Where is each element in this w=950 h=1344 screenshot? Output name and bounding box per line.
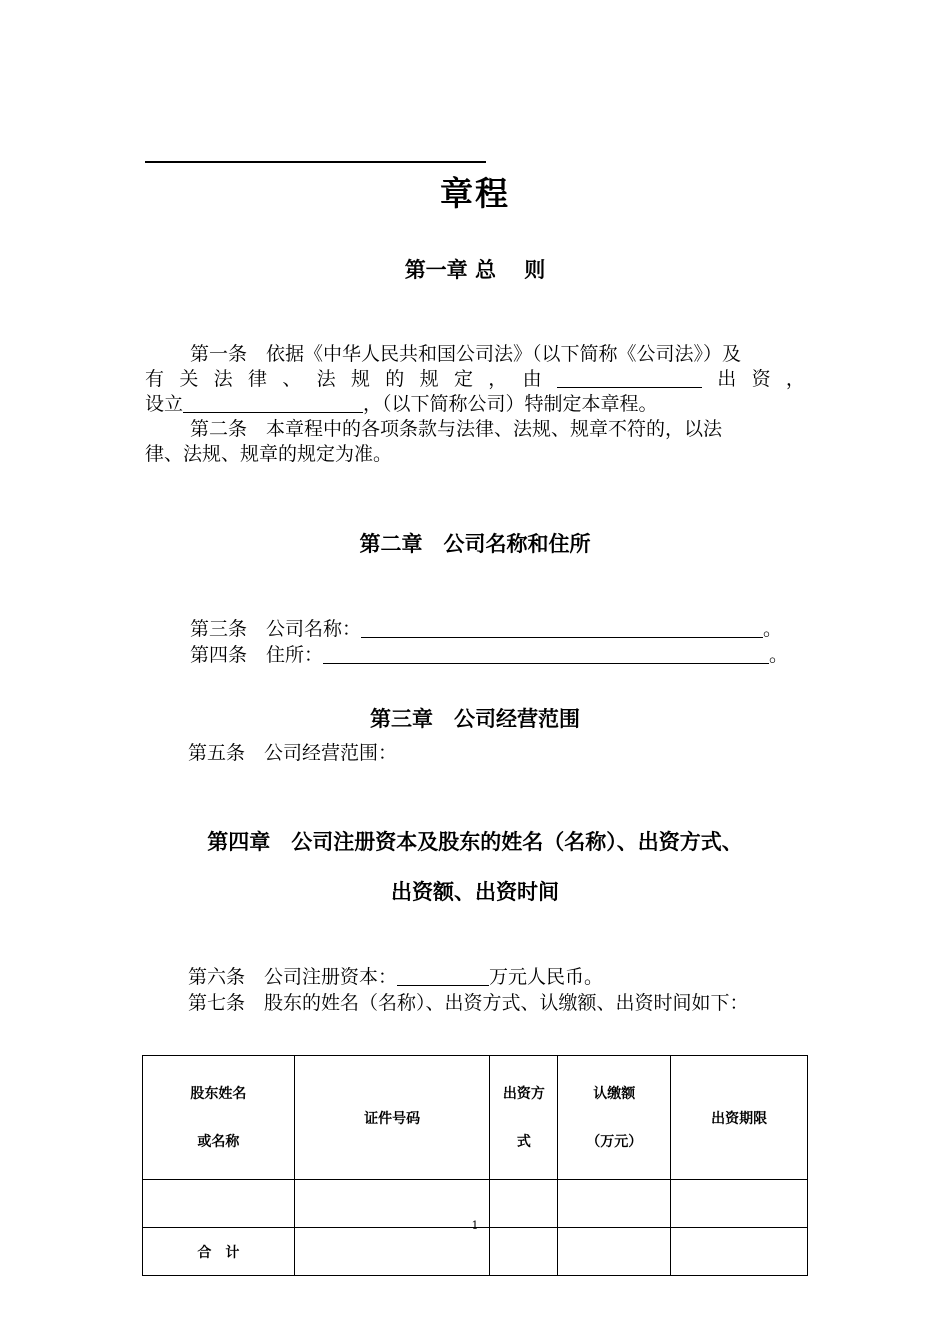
a1-char: ，	[785, 368, 805, 390]
chapter-1-heading: 第一章 总 则	[404, 258, 546, 282]
capital-label: 第六条 公司注册资本：	[188, 966, 398, 988]
chapter-3-heading: 第三章 公司经营范围	[370, 707, 580, 731]
investor-blank[interactable]	[557, 367, 702, 388]
article-3	[190, 617, 782, 642]
chapter-4-heading-line-2: 出资额、出资时间	[391, 880, 559, 904]
a1-char: 的	[385, 368, 405, 390]
company-name-label: 第三条 公司名称：	[190, 618, 362, 640]
article-2-line-1: 第二条 本章程中的各项条款与法律、法规、规章不符的，以法	[190, 418, 723, 440]
table-header-row	[143, 1056, 808, 1180]
header-text: 股东姓名	[190, 1085, 247, 1102]
document-title: 章程	[440, 174, 510, 213]
header-subscribed-amount	[558, 1056, 671, 1180]
company-name-blank[interactable]	[361, 617, 763, 638]
a1-char: ，	[488, 368, 508, 390]
article-1-line-2	[145, 367, 805, 392]
setup-label: 设立	[145, 393, 184, 415]
header-id-number: 证件号码	[294, 1056, 490, 1180]
a1-char: 法	[316, 368, 336, 390]
shareholder-table	[142, 1055, 808, 1276]
table-cell[interactable]	[294, 1228, 490, 1276]
capital-unit: 万元人民币。	[489, 966, 604, 988]
table-cell[interactable]	[490, 1228, 558, 1276]
a1-char: 由	[522, 368, 542, 390]
article-1-line-3	[145, 392, 658, 417]
header-text: 出资方	[502, 1085, 545, 1102]
article-3-end: 。	[763, 618, 783, 640]
header-text: 式	[516, 1133, 531, 1150]
setup-tail: ，（以下简称公司）特制定本章程。	[363, 393, 658, 415]
a1-char: 法	[213, 368, 233, 390]
chapter-2-heading: 第二章 公司名称和住所	[359, 532, 591, 556]
a1-char: 出	[717, 368, 737, 390]
title-blank-line	[145, 161, 486, 163]
total-label: 合 计	[143, 1228, 295, 1276]
a1-char: 律	[247, 368, 267, 390]
table-total-row	[143, 1228, 808, 1276]
article-7: 第七条 股东的姓名（名称）、出资方式、认缴额、出资时间如下：	[188, 992, 749, 1014]
a1-char: 资	[751, 368, 771, 390]
article-5: 第五条 公司经营范围：	[188, 742, 398, 764]
table-cell[interactable]	[671, 1228, 808, 1276]
header-text: 认缴额	[593, 1085, 636, 1102]
article-2-line-2: 律、法规、规章的规定为准。	[145, 443, 393, 465]
company-blank[interactable]	[183, 392, 363, 413]
header-contribution-deadline: 出资期限	[671, 1056, 808, 1180]
article-4-end: 。	[769, 644, 789, 666]
a1-char: 规	[419, 368, 439, 390]
a1-char: 有	[145, 368, 165, 390]
address-blank[interactable]	[323, 643, 769, 664]
a1-char: 定	[453, 368, 473, 390]
capital-blank[interactable]	[397, 965, 489, 986]
header-contribution-method	[490, 1056, 558, 1180]
article-6	[188, 965, 603, 990]
a1-char: 关	[179, 368, 199, 390]
header-text: 或名称	[197, 1133, 240, 1150]
header-text: （万元）	[586, 1133, 643, 1150]
a1-char: 、	[282, 368, 302, 390]
address-label: 第四条 住所：	[190, 644, 324, 666]
article-1-line-1: 第一条 依据《中华人民共和国公司法》（以下简称《公司法》）及	[190, 343, 742, 365]
table-cell[interactable]	[558, 1228, 671, 1276]
a1-char: 规	[350, 368, 370, 390]
header-shareholder-name	[143, 1056, 295, 1180]
page-number: 1	[471, 1219, 479, 1232]
chapter-4-heading-line-1: 第四章 公司注册资本及股东的姓名（名称）、出资方式、	[207, 830, 743, 854]
article-4	[190, 643, 788, 668]
